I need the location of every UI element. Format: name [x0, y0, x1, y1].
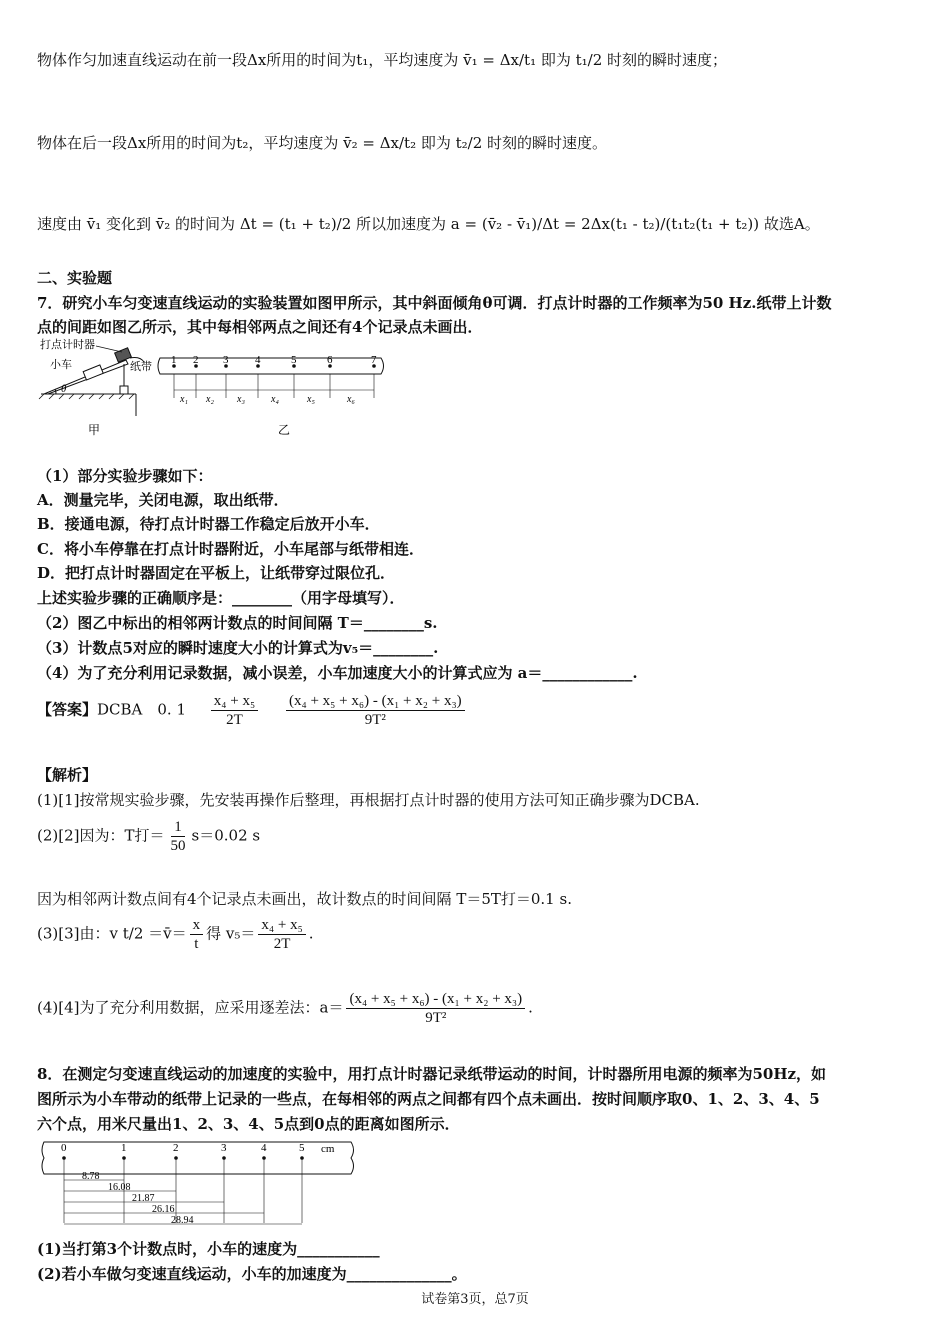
analysis-1: (1)[1]按常规实验步骤，先安装再操作后整理，再根据打点计时器的使用方法可知正确步骤为DCBA. [37, 791, 700, 809]
q8-figure [36, 1138, 366, 1230]
q7-step-c: C．将小车停靠在打点计时器附近，小车尾部与纸带相连． [37, 540, 424, 558]
distance-label: 16.08 [108, 1182, 131, 1193]
answer-formula-a: $\frac{\text{(x₄ + x₅ + x₆) - (x₁ + x₂ + x₃)}}{\text{9T²}}$ [286, 692, 465, 729]
solution-line-2-text: 物体在后一段Δx所用的时间为t₂，平均速度为 v̄₂ = Δx/t₂ 即为 t₂/2 时刻的瞬时速度。 [37, 134, 608, 152]
analysis-2-frac: $\frac{1}{50}$ [170, 819, 186, 854]
distance-label: 21.87 [132, 1193, 155, 1204]
tape-label: 纸带 [130, 361, 152, 373]
q8-part-2: (2)若小车做匀变速直线运动，小车的加速度为______________。 [37, 1265, 467, 1283]
page-footer: 试卷第3页，总7页 [421, 1292, 529, 1307]
q7-order: 上述实验步骤的正确顺序是：________（用字母填写）． [37, 589, 405, 607]
timer-label: 打点计时器 [40, 339, 95, 351]
q8-stem-2: 图所示为小车带动的纸带上记录的一些点，在每相邻的两点之间都有四个点未画出．按时间顺序取0、1、2、3、4、5 [37, 1090, 820, 1108]
distance-label: 26.16 [152, 1204, 175, 1215]
tape-point-label: 4 [261, 1142, 267, 1154]
analysis-2 [37, 818, 260, 855]
q7-answer [37, 692, 468, 729]
analysis-5-pre: (4)[4]为了充分利用数据，应采用逐差法：a＝ [37, 998, 344, 1017]
q7-stem-2: 点的间距如图乙所示，其中每相邻两点之间还有4个记录点未画出． [37, 318, 483, 336]
tape-gap-label: x₁ [180, 394, 188, 405]
solution-line-1-text: 物体作匀加速直线运动在前一段Δx所用的时间为t₁，平均速度为 v̄₁ = Δx/t₁ 即为 t₁/2 时刻的瞬时速度； [37, 51, 728, 69]
tape-point-label: 6 [327, 354, 333, 366]
theta-label: θ [61, 383, 67, 395]
figure-yi-label: 乙 [278, 423, 291, 437]
unit-label: cm [321, 1143, 335, 1155]
tape-gap-label: x₄ [271, 394, 279, 405]
solution-line-3 [37, 214, 820, 234]
q7-step-a: A．测量完毕，关闭电源，取出纸带． [37, 491, 289, 509]
solution-line-3-text: 速度由 v̄₁ 变化到 v̄₂ 的时间为 Δt = (t₁ + t₂)/2 所以加速度为 a = (v̄₂ - v̄₁)/Δt = 2Δx(t₁ - t₂)/(t₁t₂(t₁ + t₂)) 故选A。 [37, 215, 820, 233]
solution-line-1 [37, 50, 727, 70]
analysis-4 [37, 916, 314, 953]
analysis-4-pre: (3)[3]由：v t/2 ＝v̄＝ [37, 924, 187, 943]
tape-point-label: 2 [173, 1142, 179, 1154]
tape-point-label: 0 [61, 1142, 67, 1154]
analysis-4-mid: 得 v₅＝ [206, 924, 256, 943]
car-label: 小车 [50, 359, 72, 371]
answer-label: 【答案】 [37, 700, 98, 719]
tape-point-label: 7 [371, 354, 377, 366]
tape-point-label: 3 [223, 354, 229, 366]
solution-line-2 [37, 133, 607, 153]
analysis-5 [37, 990, 533, 1027]
answer-text: DCBA 0. 1 [97, 700, 186, 719]
tape-point-label: 1 [121, 1142, 127, 1154]
section-heading: 二、实验题 [37, 269, 113, 287]
analysis-5-frac: $\frac{\text{(x₄ + x₅ + x₆) - (x₁ + x₂ + x₃)}}{\text{9T²}}$ [346, 990, 525, 1027]
q7-stem-1: 7．研究小车匀变速直线运动的实验装置如图甲所示，其中斜面倾角θ可调．打点计时器的工作频率为50 Hz.纸带上计数 [37, 294, 832, 312]
q7-step-intro: （1）部分实验步骤如下： [37, 467, 213, 485]
analysis-4-frac1: $\frac{x}{t}$ [190, 916, 204, 953]
distance-label: 8.78 [82, 1171, 100, 1182]
q7-part-4: （4）为了充分利用记录数据，减小误差，小车加速度大小的计算式应为 a＝____________. [37, 664, 638, 682]
q7-step-d: D．把打点计时器固定在平板上，让纸带穿过限位孔． [37, 564, 396, 582]
tape-point-label: 3 [221, 1142, 227, 1154]
timer-icon [115, 348, 132, 363]
analysis-2-pre: (2)[2]因为：T打＝ [37, 826, 165, 845]
tape-gap-label: x₂ [206, 394, 214, 405]
analysis-4-frac2: $\frac{\text{x₄ + x₅}}{2T}$ [258, 916, 305, 953]
q7-step-b: B．接通电源，待打点计时器工作稳定后放开小车． [37, 515, 380, 533]
q8-stem-1: 8．在测定匀变速直线运动的加速度的实验中，用打点计时器记录纸带运动的时间，计时器所用电源的频率为50Hz，如 [37, 1065, 827, 1083]
tape-point-label: 2 [193, 354, 199, 366]
analysis-5-end: . [528, 998, 533, 1017]
q7-part-3: （3）计数点5对应的瞬时速度大小的计算式为v₅＝________. [37, 639, 439, 657]
tape-point-label: 1 [171, 354, 177, 366]
q7-part-2: （2）图乙中标出的相邻两计数点的时间间隔 T＝________s. [37, 614, 438, 632]
analysis-4-end: . [308, 924, 314, 943]
car-icon [83, 365, 103, 380]
analysis-label: 【解析】 [37, 766, 98, 784]
q7-figure [36, 336, 396, 440]
analysis-2-post: s＝0.02 s [191, 826, 261, 845]
figure-jia-label: 甲 [88, 423, 101, 437]
tape-gap-label: x₅ [307, 394, 315, 405]
answer-formula-v5: $\frac{\text{x₄ + x₅}}{2T}$ [211, 692, 258, 729]
analysis-3: 因为相邻两计数点间有4个记录点未画出，故计数点的时间间隔 T＝5T打＝0.1 s. [37, 890, 572, 908]
tape-point-label: 5 [291, 354, 297, 366]
q8-stem-3: 六个点，用米尺量出1、2、3、4、5点到0点的距离如图所示． [37, 1115, 460, 1133]
q8-part-1: (1)当打第3个计数点时，小车的速度为___________ [37, 1240, 380, 1258]
tape-gap-label: x₆ [347, 394, 355, 405]
distance-label: 28.94 [171, 1215, 194, 1226]
tape-point-label: 4 [255, 354, 261, 366]
tape-gap-label: x₃ [237, 394, 245, 405]
tape-point-label: 5 [299, 1142, 305, 1154]
